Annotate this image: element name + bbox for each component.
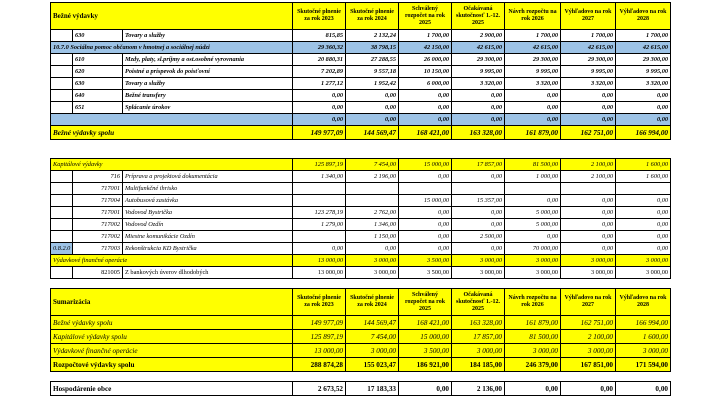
value-cell: 42 615,00 [505, 42, 561, 54]
value-cell [452, 183, 505, 195]
value-cell: 7 202,89 [293, 66, 346, 78]
value-cell: 2 196,00 [346, 171, 399, 183]
header-row [51, 3, 671, 30]
row-label: Z bankových úverov dlhodobých [123, 267, 293, 279]
value-cell [346, 195, 399, 207]
value-cell: 1 000,00 [505, 171, 561, 183]
row-sub: 651 [73, 102, 123, 114]
value-cell: 26 000,00 [399, 54, 452, 66]
value-cell: 3 320,00 [452, 78, 505, 90]
table-row [51, 78, 671, 90]
value-cell: 3 000,00 [616, 255, 671, 267]
value-cell: 9 995,00 [505, 66, 561, 78]
value-cell: 163 328,00 [452, 316, 505, 330]
value-cell: 149 977,09 [293, 316, 346, 330]
value-cell: 0,00 [505, 102, 561, 114]
value-cell: 3 000,00 [346, 344, 399, 358]
value-cell: 27 288,55 [346, 54, 399, 66]
value-cell: 155 023,47 [346, 358, 399, 372]
column-header: Skutočné plnenie za rok 2024 [346, 3, 399, 30]
value-cell: 0,00 [399, 207, 452, 219]
row-label: Príprava a projektová dokumentácia [123, 171, 293, 183]
value-cell: 81 500,00 [505, 330, 561, 344]
value-cell: 123 278,19 [293, 207, 346, 219]
spacer [51, 372, 671, 382]
value-cell: 2 900,00 [452, 30, 505, 42]
value-cell: 6 000,00 [399, 78, 452, 90]
value-cell: 162 751,00 [561, 126, 616, 140]
column-header: Návrh rozpočtu na rok 2026 [505, 289, 561, 316]
table-row [51, 171, 671, 183]
value-cell: 166 994,00 [616, 316, 671, 330]
value-cell: 70 000,00 [505, 243, 561, 255]
value-cell: 0,00 [346, 90, 399, 102]
row-code: 10.7.0 Sociálna pomoc občanom v hmotnej a sociálnej núdzi [51, 42, 293, 54]
table-row [51, 54, 671, 66]
value-cell: 0,00 [346, 243, 399, 255]
result-row [51, 382, 671, 396]
value-cell: 42 615,00 [452, 42, 505, 54]
row-tag [51, 231, 73, 243]
row-label: Poistné a príspevok do poisťovní [123, 66, 293, 78]
table-row [51, 30, 671, 42]
summary-row [51, 358, 671, 372]
value-cell: 1 346,00 [346, 219, 399, 231]
row-label: Miestne komunikácie Ozdín [123, 231, 293, 243]
header-row [51, 289, 671, 316]
row-label: Bežné transfery [123, 90, 293, 102]
value-cell: 161 879,00 [505, 316, 561, 330]
value-cell: 0,00 [505, 114, 561, 126]
column-header: Očakávaná skutočnosť 1.-12. 2025 [452, 3, 505, 30]
value-cell: 2 136,00 [452, 382, 505, 396]
row-tag [51, 207, 73, 219]
row-blank [51, 102, 73, 114]
value-cell: 13 000,00 [293, 267, 346, 279]
summary-label: Bežné výdavky spolu [51, 316, 293, 330]
summary-row [51, 330, 671, 344]
row-label: Vodovod Ozdín [123, 219, 293, 231]
value-cell: 0,00 [452, 90, 505, 102]
value-cell [561, 183, 616, 195]
value-cell: 0,00 [452, 114, 505, 126]
spacer-row [51, 372, 671, 382]
value-cell: 15 000,00 [399, 195, 452, 207]
section-head-row [51, 159, 671, 171]
value-cell: 5 000,00 [505, 207, 561, 219]
value-cell: 0,00 [616, 231, 671, 243]
row-blank [51, 78, 73, 90]
table-row [51, 183, 671, 195]
value-cell: 0,00 [399, 90, 452, 102]
column-header: Skutočné plnenie za rok 2023 [293, 289, 346, 316]
value-cell: 2 100,00 [561, 159, 616, 171]
value-cell: 1 952,42 [346, 78, 399, 90]
value-cell: 0,00 [505, 382, 561, 396]
table-row [51, 231, 671, 243]
value-cell: 815,85 [293, 30, 346, 42]
value-cell: 0,00 [346, 114, 399, 126]
row-code: 821005 [73, 267, 123, 279]
row-code: 717002 [73, 231, 123, 243]
value-cell: 0,00 [616, 219, 671, 231]
row-sub: 630 [73, 30, 123, 42]
value-cell: 29 300,00 [452, 54, 505, 66]
value-cell: 0,00 [561, 102, 616, 114]
value-cell: 3 000,00 [561, 344, 616, 358]
value-cell: 2 500,00 [452, 231, 505, 243]
value-cell: 42 615,00 [561, 42, 616, 54]
value-cell: 3 000,00 [346, 255, 399, 267]
value-cell: 1 600,00 [616, 330, 671, 344]
value-cell: 17 857,00 [452, 159, 505, 171]
value-cell: 42 150,00 [399, 42, 452, 54]
value-cell: 0,00 [561, 231, 616, 243]
value-cell: 3 320,00 [561, 78, 616, 90]
value-cell: 1 279,00 [293, 219, 346, 231]
table-row [51, 195, 671, 207]
value-cell: 168 421,00 [399, 126, 452, 140]
value-cell: 3 000,00 [561, 255, 616, 267]
row-blank [51, 90, 73, 102]
value-cell: 144 569,47 [346, 126, 399, 140]
value-cell: 0,00 [399, 102, 452, 114]
row-code: 716 [73, 171, 123, 183]
column-header: Návrh rozpočtu na rok 2026 [505, 3, 561, 30]
value-cell: 0,00 [561, 382, 616, 396]
value-cell [616, 183, 671, 195]
row-sub: 610 [73, 54, 123, 66]
value-cell: 3 000,00 [452, 255, 505, 267]
value-cell: 3 320,00 [505, 78, 561, 90]
value-cell: 3 000,00 [561, 267, 616, 279]
value-cell: 0,00 [616, 102, 671, 114]
result-label: Hospodárenie obce [51, 382, 293, 396]
value-cell: 0,00 [616, 382, 671, 396]
value-cell: 1 700,00 [561, 30, 616, 42]
value-cell: 0,00 [293, 114, 346, 126]
column-header: Schválený rozpočet na rok 2025 [399, 289, 452, 316]
value-cell: 0,00 [399, 231, 452, 243]
value-cell: 162 751,00 [561, 316, 616, 330]
row-sub: 630 [73, 78, 123, 90]
row-code: 717001 [73, 183, 123, 195]
value-cell: 17 857,00 [452, 330, 505, 344]
value-cell: 81 500,00 [505, 159, 561, 171]
value-cell: 3 000,00 [616, 267, 671, 279]
value-cell: 0,00 [452, 243, 505, 255]
value-cell: 1 600,00 [616, 159, 671, 171]
column-header: Výhľadovo na rok 2028 [616, 289, 671, 316]
value-cell: 3 000,00 [505, 344, 561, 358]
summary-row [51, 344, 671, 358]
value-cell: 7 454,00 [346, 159, 399, 171]
value-cell: 0,00 [452, 171, 505, 183]
budget-sheet [50, 2, 670, 396]
value-cell: 9 995,00 [616, 66, 671, 78]
column-header: Očakávaná skutočnosť 1.-12. 2025 [452, 289, 505, 316]
value-cell: 2 100,00 [561, 171, 616, 183]
row-code: 717001 [73, 207, 123, 219]
budget-table [50, 2, 671, 396]
value-cell [293, 195, 346, 207]
value-cell: 0,00 [561, 243, 616, 255]
value-cell: 186 921,00 [399, 358, 452, 372]
value-cell [346, 183, 399, 195]
value-cell: 1 700,00 [616, 30, 671, 42]
value-cell: 15 000,00 [399, 159, 452, 171]
value-cell: 20 880,31 [293, 54, 346, 66]
value-cell: 0,00 [293, 90, 346, 102]
value-cell: 1 277,12 [293, 78, 346, 90]
value-cell: 0,00 [452, 207, 505, 219]
spacer-row [51, 149, 671, 159]
value-cell: 29 360,32 [293, 42, 346, 54]
section-label: Kapitálové výdavky [51, 159, 293, 171]
value-cell [399, 183, 452, 195]
value-cell: 0,00 [452, 102, 505, 114]
value-cell: 3 000,00 [505, 267, 561, 279]
value-cell: 1 150,00 [346, 231, 399, 243]
value-cell: 0,00 [399, 243, 452, 255]
value-cell: 0,00 [616, 90, 671, 102]
column-header: Výhľadovo na rok 2027 [561, 289, 616, 316]
value-cell: 149 977,09 [293, 126, 346, 140]
value-cell: 125 897,19 [293, 159, 346, 171]
value-cell: 161 879,00 [505, 126, 561, 140]
value-cell: 125 897,19 [293, 330, 346, 344]
value-cell: 288 874,28 [293, 358, 346, 372]
row-label: Mzdy, platy, sl.príjmy a ost.osobné vyrovnania [123, 54, 293, 66]
table-row [51, 42, 671, 54]
value-cell: 3 000,00 [616, 344, 671, 358]
value-cell: 184 185,00 [452, 358, 505, 372]
value-cell [293, 231, 346, 243]
row-tag [51, 183, 73, 195]
value-cell: 1 600,00 [616, 171, 671, 183]
value-cell: 168 421,00 [399, 316, 452, 330]
value-cell: 167 851,00 [561, 358, 616, 372]
table-row [51, 102, 671, 114]
table-row [51, 267, 671, 279]
value-cell: 0,00 [561, 195, 616, 207]
value-cell: 3 320,00 [616, 78, 671, 90]
value-cell: 7 454,00 [346, 330, 399, 344]
section-title: Sumarizácia [51, 289, 293, 316]
value-cell: 17 183,33 [346, 382, 399, 396]
value-cell [293, 183, 346, 195]
value-cell: 0,00 [505, 195, 561, 207]
value-cell: 29 300,00 [505, 54, 561, 66]
row-label: Splácanie úrokov [123, 102, 293, 114]
row-blank [51, 54, 73, 66]
total-row [51, 126, 671, 140]
value-cell: 9 995,00 [561, 66, 616, 78]
spacer [51, 149, 671, 159]
table-row [51, 90, 671, 102]
value-cell: 3 000,00 [346, 267, 399, 279]
total-label: Bežné výdavky spolu [51, 126, 293, 140]
value-cell: 0,00 [399, 219, 452, 231]
value-cell: 0,00 [399, 114, 452, 126]
value-cell: 15 000,00 [399, 330, 452, 344]
value-cell: 3 000,00 [452, 344, 505, 358]
row-tag [51, 219, 73, 231]
value-cell: 5 000,00 [505, 219, 561, 231]
value-cell: 9 995,00 [452, 66, 505, 78]
value-cell: 171 594,00 [616, 358, 671, 372]
row-blank [51, 66, 73, 78]
section-title: Bežné výdavky [51, 3, 293, 30]
row-tag: 0.8.2.0 [51, 243, 73, 255]
value-cell: 3 000,00 [452, 267, 505, 279]
column-header: Výhľadovo na rok 2028 [616, 3, 671, 30]
row-label: Tovary a služby [123, 78, 293, 90]
value-cell: 2 100,00 [561, 330, 616, 344]
summary-label: Výdavkové finančné operácie [51, 344, 293, 358]
row-code: 717004 [73, 195, 123, 207]
value-cell: 15 357,00 [452, 195, 505, 207]
row-blank [51, 267, 73, 279]
value-cell: 29 300,00 [561, 54, 616, 66]
value-cell: 2 673,52 [293, 382, 346, 396]
value-cell: 0,00 [616, 243, 671, 255]
value-cell: 0,00 [616, 114, 671, 126]
table-row [51, 66, 671, 78]
value-cell: 1 700,00 [399, 30, 452, 42]
value-cell: 42 615,00 [616, 42, 671, 54]
value-cell: 2 132,24 [346, 30, 399, 42]
value-cell: 0,00 [346, 102, 399, 114]
value-cell: 166 994,00 [616, 126, 671, 140]
value-cell: 163 328,00 [452, 126, 505, 140]
column-header: Schválený rozpočet na rok 2025 [399, 3, 452, 30]
row-label: Rekonštrukcia KD Bystrička [123, 243, 293, 255]
value-cell: 13 000,00 [293, 344, 346, 358]
row-code: 717002 [73, 219, 123, 231]
row-tag [51, 195, 73, 207]
column-header: Skutočné plnenie za rok 2024 [346, 289, 399, 316]
row-code [51, 114, 293, 126]
value-cell: 0,00 [293, 243, 346, 255]
row-blank [51, 30, 73, 42]
value-cell: 144 569,47 [346, 316, 399, 330]
value-cell: 246 379,00 [505, 358, 561, 372]
row-label: Autobusová zastávka [123, 195, 293, 207]
value-cell: 29 300,00 [616, 54, 671, 66]
value-cell: 0,00 [561, 114, 616, 126]
row-tag [51, 171, 73, 183]
value-cell: 1 700,00 [505, 30, 561, 42]
value-cell: 1 340,00 [293, 171, 346, 183]
spacer-row [51, 279, 671, 289]
row-sub: 620 [73, 66, 123, 78]
row-label: Vodovod Bystrička [123, 207, 293, 219]
value-cell: 0,00 [399, 382, 452, 396]
row-code: 717003 [73, 243, 123, 255]
row-sub: 640 [73, 90, 123, 102]
value-cell: 38 798,15 [346, 42, 399, 54]
value-cell: 0,00 [561, 219, 616, 231]
value-cell: 3 500,00 [399, 255, 452, 267]
table-row [51, 207, 671, 219]
spacer [51, 279, 671, 289]
value-cell: 10 150,00 [399, 66, 452, 78]
spacer-row [51, 140, 671, 150]
column-header: Výhľadovo na rok 2027 [561, 3, 616, 30]
row-label: Multifunkčné ihrisko [123, 183, 293, 195]
value-cell: 3 500,00 [399, 344, 452, 358]
value-cell: 13 000,00 [293, 255, 346, 267]
value-cell: 0,00 [561, 207, 616, 219]
value-cell: 0,00 [452, 219, 505, 231]
section-head-row [51, 255, 671, 267]
value-cell: 0,00 [616, 195, 671, 207]
spacer [51, 140, 671, 150]
table-row [51, 219, 671, 231]
value-cell: 0,00 [616, 207, 671, 219]
value-cell: 0,00 [399, 171, 452, 183]
column-header: Skutočné plnenie za rok 2023 [293, 3, 346, 30]
value-cell: 2 762,00 [346, 207, 399, 219]
value-cell: 0,00 [293, 102, 346, 114]
value-cell: 0,00 [505, 90, 561, 102]
summary-label: Rozpočtové výdavky spolu [51, 358, 293, 372]
row-label: Tovary a služby [123, 30, 293, 42]
value-cell: 3 000,00 [505, 255, 561, 267]
summary-label: Kapitálové výdavky spolu [51, 330, 293, 344]
value-cell [505, 183, 561, 195]
value-cell: 9 557,18 [346, 66, 399, 78]
table-row [51, 243, 671, 255]
value-cell: 0,00 [561, 90, 616, 102]
table-row [51, 114, 671, 126]
value-cell: 3 500,00 [399, 267, 452, 279]
summary-row [51, 316, 671, 330]
section-label: Výdavkové finančné operácie [51, 255, 293, 267]
value-cell: 0,00 [505, 231, 561, 243]
